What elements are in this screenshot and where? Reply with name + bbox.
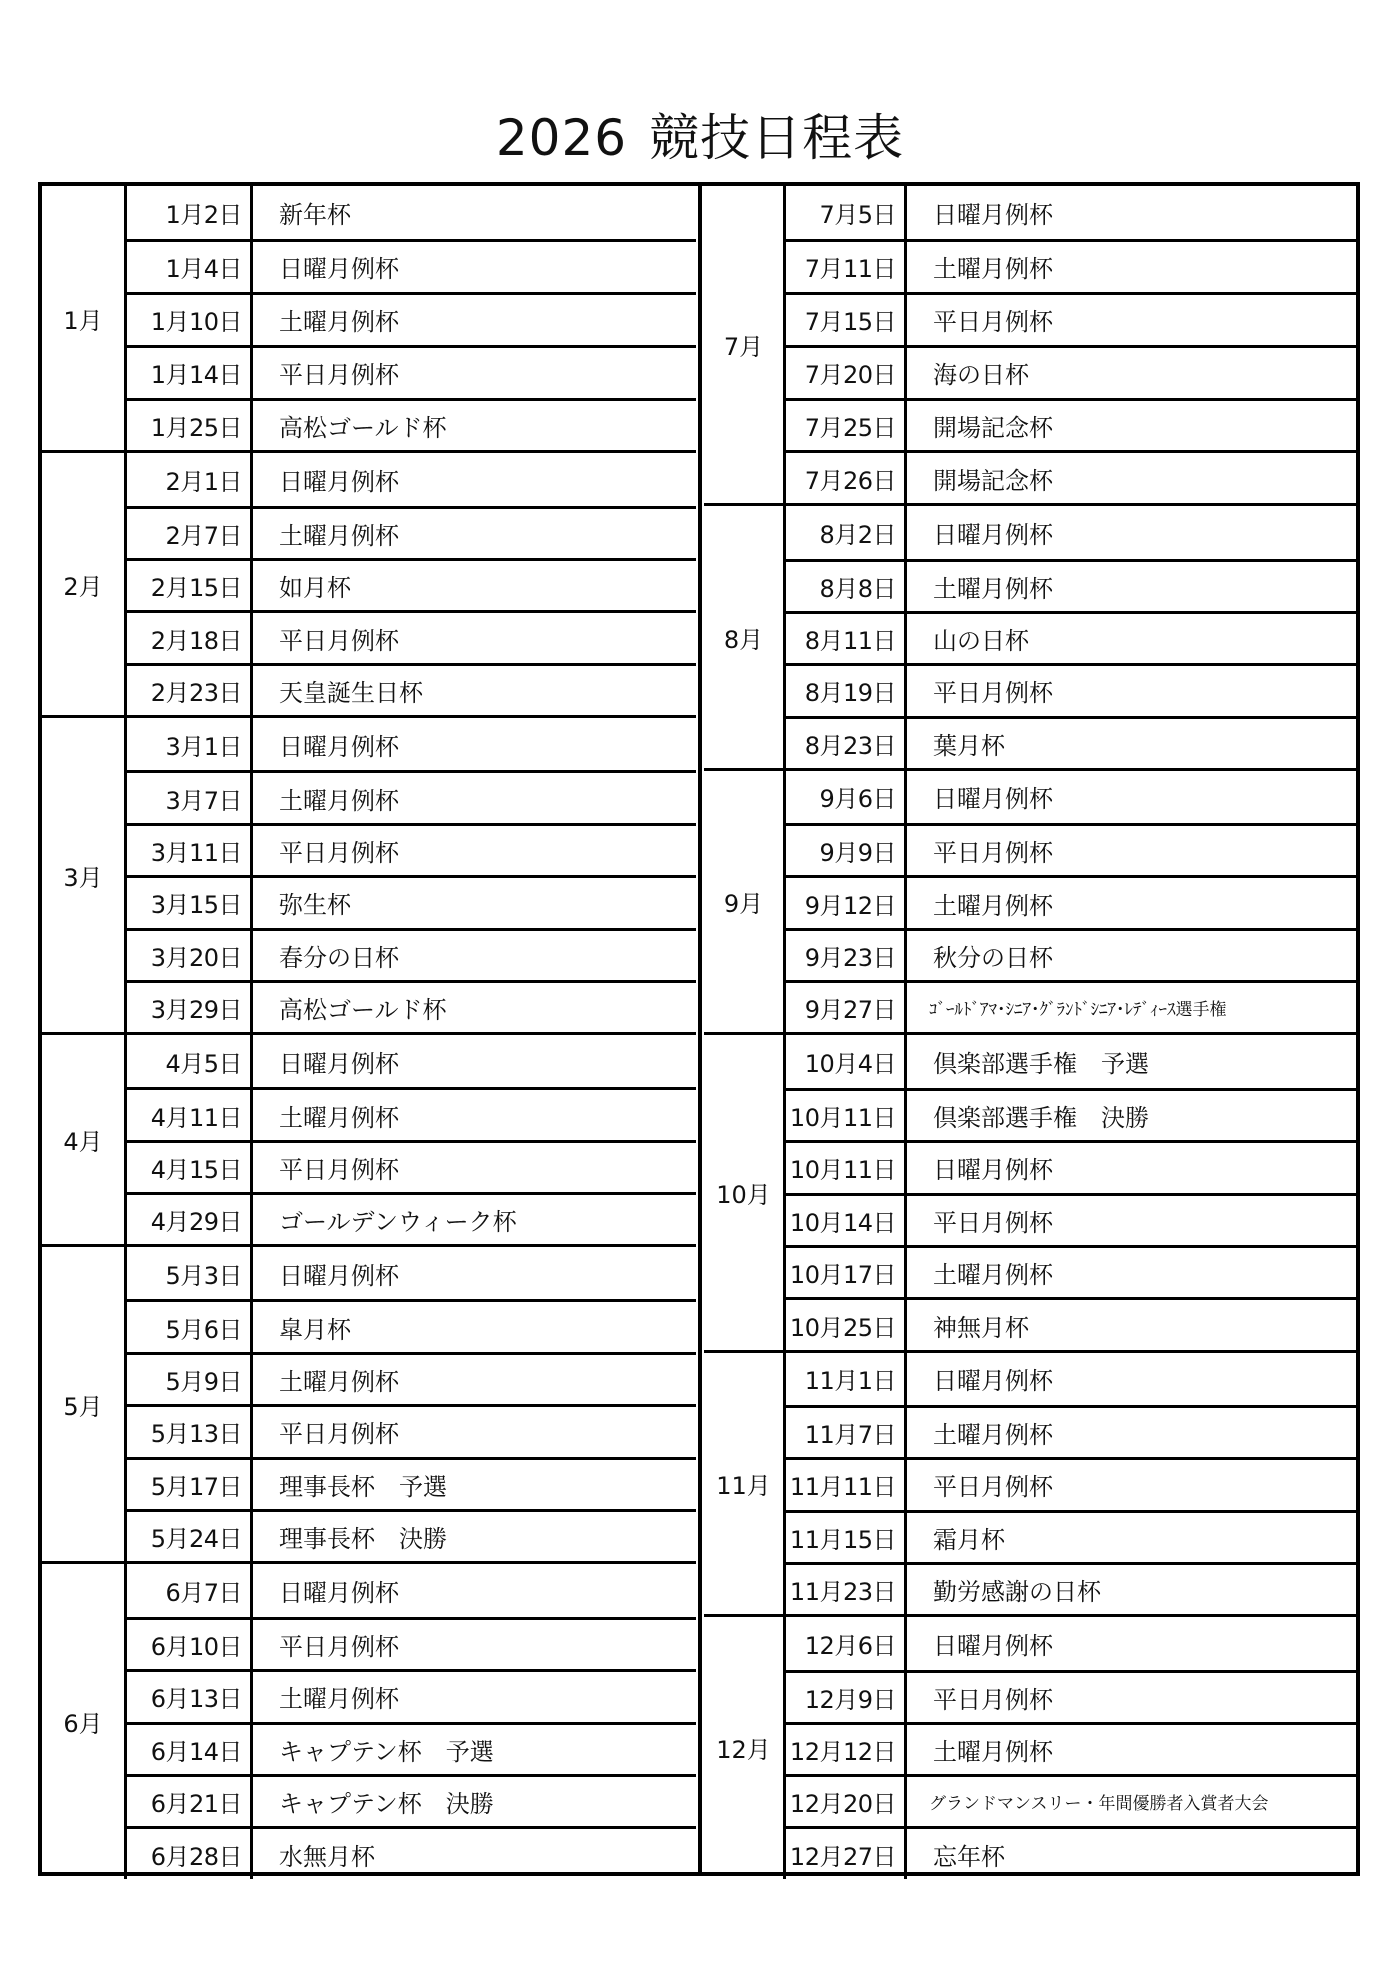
- month-rows: [127, 1564, 696, 1878]
- event-name: 開場記念杯: [933, 414, 1053, 442]
- table-row: [786, 1140, 1356, 1192]
- month-rows: [127, 1247, 696, 1561]
- event-name: 日曜月例杯: [279, 1049, 399, 1078]
- table-row: [127, 1035, 696, 1087]
- table-row: [127, 1087, 696, 1139]
- event-name: 平日月例杯: [279, 1632, 399, 1661]
- table-row: [127, 398, 696, 451]
- event-name: 日曜月例杯: [933, 1156, 1053, 1185]
- event-name: 日曜月例杯: [933, 1631, 1053, 1660]
- event-name: 日曜月例杯: [933, 200, 1053, 229]
- title-year: 2026: [495, 109, 628, 167]
- event-date: 8月23日: [786, 719, 907, 768]
- event-name: 平日月例杯: [933, 1473, 1053, 1502]
- table-row: [127, 1352, 696, 1404]
- event-date: 9月6日: [786, 771, 907, 823]
- schedule-left-half: [42, 186, 696, 1872]
- month-label: 2月: [42, 453, 127, 715]
- event-name: 日曜月例杯: [933, 785, 1053, 814]
- event-name: 高松ゴールド杯: [279, 996, 447, 1025]
- table-row: [786, 1297, 1356, 1349]
- month-block: [42, 715, 696, 1032]
- event-date: 6月28日: [127, 1829, 253, 1878]
- event-name: 高松ゴールド杯: [279, 414, 447, 442]
- event-name: 土曜月例杯: [279, 1367, 399, 1396]
- event-name: 霜月杯: [933, 1525, 1005, 1554]
- double-divider: [698, 186, 702, 1872]
- event-name: 土曜月例杯: [279, 521, 399, 550]
- event-date: 10月25日: [786, 1300, 907, 1349]
- table-row: [786, 611, 1356, 663]
- month-rows: [127, 1035, 696, 1244]
- event-date: 1月2日: [127, 186, 253, 239]
- table-row: [127, 980, 696, 1032]
- month-label: 1月: [42, 186, 127, 450]
- month-block: [42, 450, 696, 715]
- month-label: 12月: [704, 1617, 786, 1879]
- table-row: [786, 1826, 1356, 1878]
- event-name: 水無月杯: [279, 1842, 375, 1871]
- event-name: 土曜月例杯: [933, 891, 1053, 920]
- table-row: [786, 928, 1356, 980]
- event-name: 秋分の日杯: [933, 943, 1053, 972]
- event-name: 平日月例杯: [279, 1420, 399, 1449]
- event-date: 11月11日: [786, 1460, 907, 1509]
- event-date: 3月11日: [127, 826, 253, 875]
- table-row: [786, 1617, 1356, 1669]
- event-name: ゴールデンウィーク杯: [279, 1207, 517, 1236]
- event-name: 倶楽部選手権 予選: [933, 1050, 1149, 1079]
- table-row: [786, 398, 1356, 451]
- table-row: [786, 771, 1356, 823]
- event-name: 土曜月例杯: [933, 1737, 1053, 1766]
- table-row: [127, 1457, 696, 1509]
- event-date: 12月9日: [786, 1673, 907, 1722]
- event-name: 日曜月例杯: [933, 520, 1053, 549]
- table-row: [127, 610, 696, 662]
- month-block: [42, 1561, 696, 1878]
- event-name: 日曜月例杯: [933, 1367, 1053, 1396]
- event-name: 天皇誕生日杯: [279, 678, 423, 707]
- event-name: 平日月例杯: [279, 838, 399, 867]
- month-rows: [127, 718, 696, 1032]
- table-row: [786, 823, 1356, 875]
- month-block: [704, 186, 1356, 503]
- event-name: 土曜月例杯: [279, 1685, 399, 1714]
- event-date: 4月29日: [127, 1195, 253, 1244]
- event-date: 7月20日: [786, 348, 907, 398]
- event-date: 11月1日: [786, 1353, 907, 1405]
- event-date: 7月26日: [786, 453, 907, 503]
- event-name: 新年杯: [279, 200, 351, 229]
- table-row: [786, 239, 1356, 292]
- month-block: [42, 186, 696, 450]
- event-name: 皐月杯: [279, 1315, 351, 1344]
- table-row: [786, 980, 1356, 1032]
- table-row: [786, 1245, 1356, 1297]
- event-name: 平日月例杯: [279, 626, 399, 655]
- event-date: 3月7日: [127, 773, 253, 822]
- event-date: 5月17日: [127, 1460, 253, 1509]
- event-date: 4月5日: [127, 1035, 253, 1087]
- table-row: [127, 453, 696, 505]
- event-date: 7月11日: [786, 242, 907, 292]
- event-date: 10月17日: [786, 1248, 907, 1297]
- event-date: 10月14日: [786, 1196, 907, 1245]
- event-name: 土曜月例杯: [279, 1103, 399, 1132]
- table-row: [786, 663, 1356, 715]
- page-title: [0, 108, 1400, 168]
- month-block: [704, 1032, 1356, 1349]
- event-date: 3月1日: [127, 718, 253, 770]
- event-name: 平日月例杯: [933, 308, 1053, 337]
- event-date: 9月12日: [786, 878, 907, 927]
- schedule-right-half: [704, 186, 1356, 1872]
- table-row: [127, 186, 696, 239]
- table-row: [127, 1192, 696, 1244]
- month-label: 8月: [704, 506, 786, 768]
- table-row: [127, 770, 696, 822]
- month-label: 11月: [704, 1353, 786, 1615]
- event-date: 6月10日: [127, 1620, 253, 1669]
- event-name: 勤労感謝の日杯: [933, 1578, 1101, 1607]
- event-date: 2月15日: [127, 561, 253, 610]
- event-name: 土曜月例杯: [933, 574, 1053, 603]
- event-date: 12月6日: [786, 1617, 907, 1669]
- table-row: [127, 1247, 696, 1299]
- month-block: [704, 1350, 1356, 1615]
- table-row: [786, 1457, 1356, 1509]
- event-date: 12月12日: [786, 1725, 907, 1774]
- table-row: [127, 1826, 696, 1878]
- event-name: 日曜月例杯: [279, 255, 399, 284]
- event-date: 3月20日: [127, 931, 253, 980]
- event-name: 日曜月例杯: [279, 1261, 399, 1290]
- table-row: [786, 716, 1356, 768]
- event-date: 5月13日: [127, 1407, 253, 1456]
- event-date: 12月27日: [786, 1829, 907, 1878]
- table-row: [786, 559, 1356, 611]
- table-row: [127, 1617, 696, 1669]
- event-date: 10月4日: [786, 1035, 907, 1087]
- table-row: [127, 1299, 696, 1351]
- table-row: [127, 1404, 696, 1456]
- event-date: 8月19日: [786, 666, 907, 715]
- event-date: 6月7日: [127, 1564, 253, 1616]
- event-name: 土曜月例杯: [279, 308, 399, 337]
- table-row: [127, 1509, 696, 1561]
- month-block: [704, 768, 1356, 1033]
- event-date: 10月11日: [786, 1091, 907, 1140]
- table-row: [127, 1774, 696, 1826]
- event-date: 1月25日: [127, 401, 253, 451]
- table-row: [786, 506, 1356, 558]
- table-row: [786, 1353, 1356, 1405]
- month-block: [704, 503, 1356, 768]
- event-date: 4月15日: [127, 1143, 253, 1192]
- event-name: 如月杯: [279, 574, 351, 603]
- month-label: 6月: [42, 1564, 127, 1878]
- month-rows: [786, 771, 1356, 1033]
- table-row: [786, 875, 1356, 927]
- table-row: [127, 875, 696, 927]
- month-rows: [127, 453, 696, 715]
- table-row: [127, 1669, 696, 1721]
- table-row: [786, 186, 1356, 239]
- month-rows: [786, 1617, 1356, 1879]
- event-name: 日曜月例杯: [279, 468, 399, 497]
- event-date: 9月9日: [786, 826, 907, 875]
- event-name: 平日月例杯: [279, 361, 399, 390]
- event-name: キャプテン杯 予選: [279, 1737, 494, 1766]
- table-row: [786, 1510, 1356, 1562]
- title-text: 競技日程表: [649, 109, 905, 167]
- event-name: 開場記念杯: [933, 466, 1053, 495]
- month-rows: [127, 186, 696, 450]
- event-name: 海の日杯: [933, 361, 1029, 390]
- table-row: [786, 345, 1356, 398]
- event-name: 日曜月例杯: [279, 732, 399, 761]
- event-name: 土曜月例杯: [933, 1421, 1053, 1450]
- month-rows: [786, 506, 1356, 768]
- month-label: 7月: [704, 186, 786, 503]
- table-row: [786, 1722, 1356, 1774]
- table-row: [127, 506, 696, 558]
- table-row: [127, 823, 696, 875]
- event-date: 6月14日: [127, 1725, 253, 1774]
- event-name: 平日月例杯: [933, 1208, 1053, 1237]
- table-row: [786, 1193, 1356, 1245]
- table-row: [127, 1140, 696, 1192]
- event-date: 1月4日: [127, 242, 253, 292]
- event-name: グランドマンスリー・年間優勝者入賞者大会: [929, 1794, 1269, 1815]
- event-name: 弥生杯: [279, 891, 351, 920]
- event-date: 7月5日: [786, 186, 907, 239]
- table-row: [786, 1088, 1356, 1140]
- event-date: 11月23日: [786, 1565, 907, 1614]
- event-name: ｺﾞｰﾙﾄﾞｱﾏ･ｼﾆｱ･ｸﾞﾗﾝﾄﾞｼﾆｱ･ﾚﾃﾞｨｰｽ選手権: [929, 1000, 1227, 1021]
- event-name: 平日月例杯: [279, 1155, 399, 1184]
- table-row: [786, 1774, 1356, 1826]
- event-name: 土曜月例杯: [933, 255, 1053, 284]
- event-date: 1月10日: [127, 295, 253, 345]
- table-row: [786, 292, 1356, 345]
- table-row: [127, 1564, 696, 1616]
- table-row: [786, 1562, 1356, 1614]
- event-name: 土曜月例杯: [933, 1261, 1053, 1290]
- event-date: 8月2日: [786, 506, 907, 558]
- month-label: 4月: [42, 1035, 127, 1244]
- event-date: 2月7日: [127, 509, 253, 558]
- event-date: 7月15日: [786, 295, 907, 345]
- table-row: [127, 663, 696, 715]
- event-name: 春分の日杯: [279, 943, 399, 972]
- table-row: [786, 1405, 1356, 1457]
- table-row: [786, 1035, 1356, 1087]
- event-date: 3月15日: [127, 878, 253, 927]
- event-date: 6月13日: [127, 1672, 253, 1721]
- event-date: 1月14日: [127, 348, 253, 398]
- event-name: 日曜月例杯: [279, 1579, 399, 1608]
- event-name: キャプテン杯 決勝: [279, 1790, 494, 1819]
- month-rows: [786, 1035, 1356, 1349]
- month-rows: [786, 1353, 1356, 1615]
- event-date: 5月9日: [127, 1355, 253, 1404]
- event-date: 5月24日: [127, 1512, 253, 1561]
- table-row: [127, 718, 696, 770]
- event-date: 11月15日: [786, 1513, 907, 1562]
- event-date: 9月23日: [786, 931, 907, 980]
- month-label: 3月: [42, 718, 127, 1032]
- event-date: 5月6日: [127, 1302, 253, 1351]
- event-date: 8月11日: [786, 614, 907, 663]
- event-name: 倶楽部選手権 決勝: [933, 1103, 1149, 1132]
- event-name: 理事長杯 決勝: [279, 1525, 447, 1554]
- event-date: 2月1日: [127, 453, 253, 505]
- event-name: 平日月例杯: [933, 679, 1053, 708]
- event-name: 山の日杯: [933, 627, 1029, 656]
- event-date: 3月29日: [127, 983, 253, 1032]
- event-date: 8月8日: [786, 562, 907, 611]
- event-name: 神無月杯: [933, 1313, 1029, 1342]
- event-name: 土曜月例杯: [279, 786, 399, 815]
- event-date: 5月3日: [127, 1247, 253, 1299]
- event-date: 12月20日: [786, 1777, 907, 1826]
- event-date: 9月27日: [786, 983, 907, 1032]
- table-row: [127, 345, 696, 398]
- event-date: 7月25日: [786, 401, 907, 451]
- event-date: 11月7日: [786, 1408, 907, 1457]
- event-date: 6月21日: [127, 1777, 253, 1826]
- month-label: 5月: [42, 1247, 127, 1561]
- event-date: 10月11日: [786, 1143, 907, 1192]
- event-date: 4月11日: [127, 1090, 253, 1139]
- month-label: 9月: [704, 771, 786, 1033]
- event-name: 忘年杯: [933, 1842, 1005, 1871]
- event-name: 葉月杯: [933, 731, 1005, 760]
- table-row: [127, 292, 696, 345]
- month-block: [42, 1244, 696, 1561]
- table-row: [786, 450, 1356, 503]
- month-label: 10月: [704, 1035, 786, 1349]
- table-row: [127, 239, 696, 292]
- month-rows: [786, 186, 1356, 503]
- table-row: [127, 1722, 696, 1774]
- event-name: 平日月例杯: [933, 839, 1053, 868]
- table-row: [127, 928, 696, 980]
- event-date: 2月23日: [127, 666, 253, 715]
- table-row: [127, 558, 696, 610]
- event-name: 平日月例杯: [933, 1685, 1053, 1714]
- month-block: [42, 1032, 696, 1244]
- event-name: 理事長杯 予選: [279, 1472, 447, 1501]
- month-block: [704, 1614, 1356, 1879]
- event-date: 2月18日: [127, 613, 253, 662]
- table-row: [786, 1670, 1356, 1722]
- schedule-table: [38, 182, 1360, 1876]
